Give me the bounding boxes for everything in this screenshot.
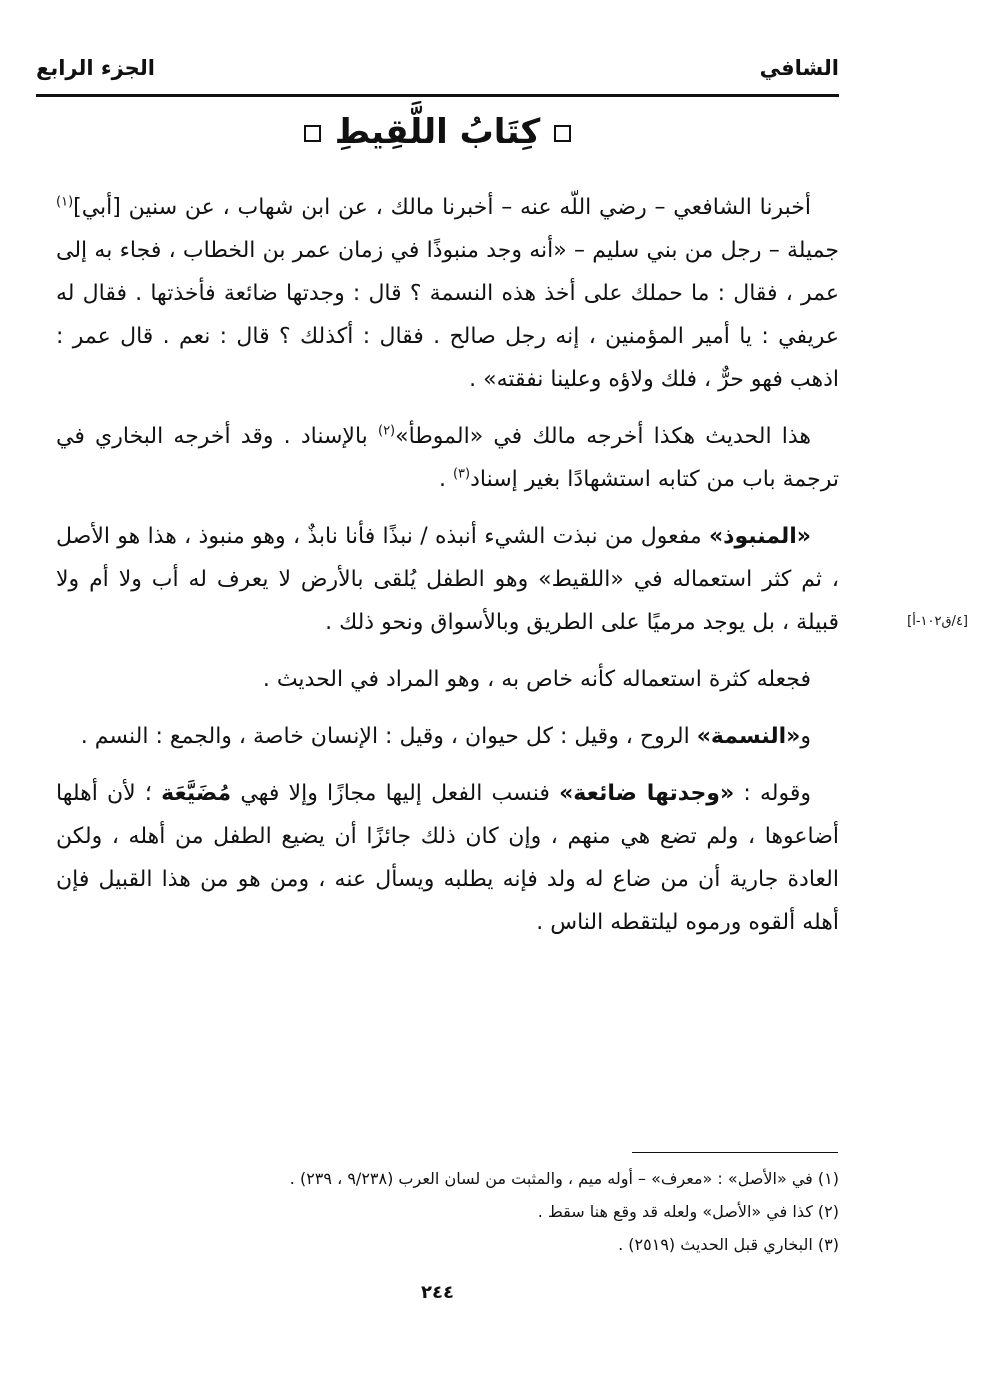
page-number: ٢٤٤ [421,1282,454,1303]
footnote: (٣) البخاري قبل الحديث (٢٥١٩) . [618,1235,839,1254]
paragraph [56,515,839,644]
paragraph [56,415,839,501]
paragraph-text: الروح ، وقيل : كل حيوان ، وقيل : الإنسان خاصة ، والجمع : النسم . [80,724,697,749]
paragraph-text: جميلة – رجل من بني سليم – «أنه وجد منبوذًا في زمان عمر بن الخطاب ، فجاء به إلى عمر ، فقال : ما حملك على أخذ هذه النسمة ؟ قال : وجدتها ضائعة فأخذتها . فقال له عريفي : يا أمير المؤمنين ، إنه رجل صالح . فقال : أكذلك ؟ قال : نعم . قال عمر : اذهب فهو حرٌّ ، فلك ولاؤه وعلينا نفقته» . [56,238,839,392]
paragraph [56,658,839,701]
running-header [36,52,839,92]
square-ornament-icon [304,125,321,142]
paragraph-text: هذا الحديث هكذا أخرجه مالك في «الموطأ» [395,424,811,449]
footnote: (٢) كذا في «الأصل» ولعله قد وقع هنا سقط . [537,1202,839,1221]
paragraph-text: مفعول من نبذت الشيء أنبذه / نبذًا فأنا نابذٌ ، وهو منبوذ ، هذا هو الأصل ، ثم كثر استعماله في «اللقيط» وهو الطفل يُلقى بالأرض لا يعرف له أب ولا أم ولا قبيلة ، بل يوجد مرميًا على الطريق وبالأسواق ونحو ذلك . [56,524,839,635]
footnote-ref: (٣) [452,466,471,482]
paragraph [56,772,839,944]
header-rule [36,94,839,97]
chapter-title-text: كِتَابُ اللَّقِيطِ [334,112,541,152]
term-highlight: «وجدتها ضائعة» [559,781,735,806]
footnote-ref: (٢) [377,423,396,439]
volume-label: الجزء الرابع [36,56,155,80]
paragraph-text: فنسب الفعل إليها مجازًا وإلا فهي [231,781,560,806]
paragraph [56,715,839,758]
footnotes [56,1162,839,1261]
footnote-ref: (١) [56,194,74,210]
chapter-title [36,112,839,152]
footnote-rule [632,1152,838,1153]
paragraph-text: ؛ لأن أهلها أضاعوها ، ولم تضع هي منهم ، وإن كان ذلك جائزًا أن يضيع الطفل من أهله ، ولكن العادة جارية أن من ضاع له ولد فإنه يطلبه ويسأل عنه ، ومن هو من هذا القبيل فإن أهله ألقوه ورموه ليلتقطه الناس . [56,781,839,935]
paragraph-text: وقوله : [734,781,811,806]
paragraph-text: فجعله كثرة استعماله كأنه خاص به ، وهو المراد في الحديث . [262,667,811,692]
body-text [56,186,839,958]
term-highlight: «النسمة» [696,724,801,749]
manuscript-folio-note: [٤/ق١٠٢-أ] [907,614,968,629]
paragraph [56,186,839,401]
paragraph-text: و [800,724,811,749]
term-highlight: «المنبوذ» [708,524,811,549]
square-ornament-icon [554,125,571,142]
paragraph-text: أخبرنا الشافعي – رضي اللّه عنه – أخبرنا مالك ، عن ابن شهاب ، عن سنين [أبي] [73,195,811,220]
book-name: الشافي [759,56,839,80]
paragraph-text: . [438,467,453,492]
term-highlight: مُضَيَّعَة [161,781,232,806]
paragraph-text: بالإسناد . وقد أخرجه البخاري في ترجمة باب من كتابه استشهادًا بغير إسناد [56,424,839,492]
footnote: (١) في «الأصل» : «معرف» – أوله ميم ، والمثبت من لسان العرب (٩/٢٣٨ ، ٢٣٩) . [289,1169,839,1188]
